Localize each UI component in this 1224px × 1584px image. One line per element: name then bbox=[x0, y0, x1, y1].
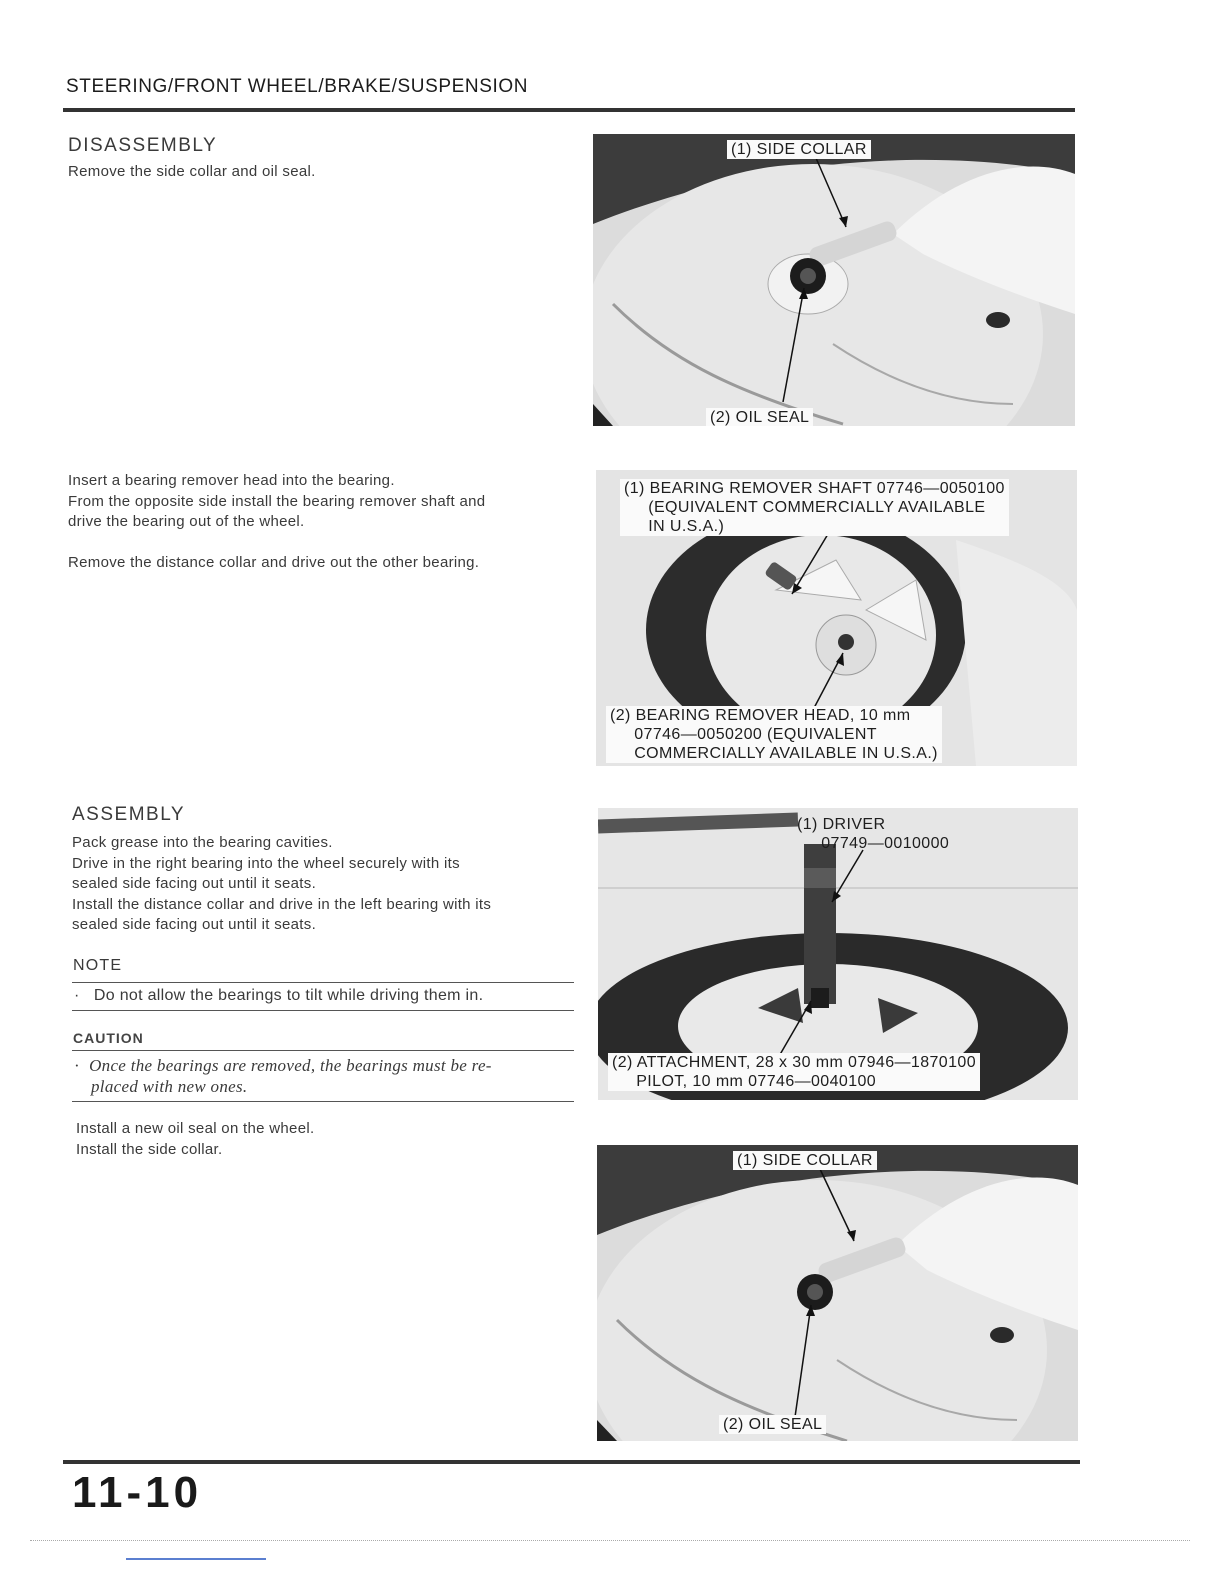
assembly-final-text bbox=[76, 1119, 576, 1160]
callout-bearing-remover-head: (2) BEARING REMOVER HEAD, 10 mm 07746—0050200 (EQUIVALENT COMMERCIALLY AVAILABLE IN U.S.A.) bbox=[606, 706, 942, 763]
disassembly-text-2-line: From the opposite side install the bearing remover shaft and bbox=[68, 492, 486, 510]
callout-attachment-pilot: (2) ATTACHMENT, 28 x 30 mm 07946—1870100 PILOT, 10 mm 07746—0040100 bbox=[608, 1053, 980, 1091]
disassembly-text-2 bbox=[68, 471, 568, 573]
caution-line: placed with new ones. bbox=[91, 1077, 248, 1096]
assembly-text bbox=[72, 833, 570, 936]
caution-label: CAUTION bbox=[73, 1030, 144, 1046]
bullet-icon: · bbox=[74, 1056, 80, 1075]
assembly-line: sealed side facing out until it seats. bbox=[72, 875, 317, 892]
page-number: 11-10 bbox=[72, 1468, 203, 1517]
callout-oil-seal: (2) OIL SEAL bbox=[719, 1415, 826, 1434]
caution-item bbox=[74, 1055, 574, 1097]
assembly-heading: ASSEMBLY bbox=[72, 804, 186, 825]
scan-edge-dots bbox=[30, 1540, 1190, 1542]
scan-edge-mark bbox=[126, 1558, 266, 1560]
figure-driver bbox=[598, 808, 1078, 1100]
assembly-final-line: Install a new oil seal on the wheel. bbox=[76, 1120, 315, 1137]
disassembly-text-1: Remove the side collar and oil seal. bbox=[68, 163, 316, 180]
note-text: Do not allow the bearings to tilt while driving them in. bbox=[93, 987, 484, 1004]
callout-bearing-remover-shaft: (1) BEARING REMOVER SHAFT 07746—0050100 (EQUIVALENT COMMERCIALLY AVAILABLE IN U.S.A.) bbox=[620, 479, 1009, 536]
callout-oil-seal: (2) OIL SEAL bbox=[706, 408, 813, 426]
note-top-rule bbox=[72, 982, 574, 983]
note-bottom-rule bbox=[72, 1010, 574, 1011]
callout-side-collar: (1) SIDE COLLAR bbox=[733, 1151, 877, 1170]
assembly-line: Install the distance collar and drive in the left bearing with its bbox=[72, 895, 492, 913]
callout-side-collar: (1) SIDE COLLAR bbox=[727, 140, 871, 159]
disassembly-text-2-line: Insert a bearing remover head into the bearing. bbox=[68, 472, 395, 489]
assembly-final-line: Install the side collar. bbox=[76, 1140, 223, 1158]
note-item bbox=[74, 986, 574, 1007]
assembly-line: Pack grease into the bearing cavities. bbox=[72, 834, 333, 851]
caution-line: Once the bearings are removed, the bearings must be re- bbox=[89, 1056, 492, 1075]
wheel-hub-photo bbox=[593, 134, 1075, 426]
caution-bottom-rule bbox=[72, 1101, 574, 1102]
figure-side-collar-oil-seal bbox=[593, 134, 1075, 426]
bullet-icon: · bbox=[74, 987, 80, 1004]
figure-side-collar-install bbox=[597, 1145, 1078, 1441]
disassembly-text-3: Remove the distance collar and drive out the other bearing. bbox=[68, 553, 480, 571]
callout-driver: (1) DRIVER 07749—0010000 bbox=[797, 816, 950, 852]
disassembly-heading: DISASSEMBLY bbox=[68, 135, 218, 156]
assembly-line: Drive in the right bearing into the wheel securely with its bbox=[72, 854, 460, 872]
assembly-line: sealed side facing out until it seats. bbox=[72, 916, 317, 933]
disassembly-text-2-line: drive the bearing out of the wheel. bbox=[68, 513, 305, 530]
figure-bearing-remover bbox=[596, 470, 1077, 766]
side-collar-install-photo bbox=[597, 1145, 1078, 1441]
header-divider bbox=[63, 108, 1075, 112]
caution-top-rule bbox=[72, 1050, 574, 1051]
page-header-title: STEERING/FRONT WHEEL/BRAKE/SUSPENSION bbox=[66, 76, 529, 97]
footer-divider bbox=[63, 1460, 1080, 1464]
note-label: NOTE bbox=[73, 957, 123, 974]
